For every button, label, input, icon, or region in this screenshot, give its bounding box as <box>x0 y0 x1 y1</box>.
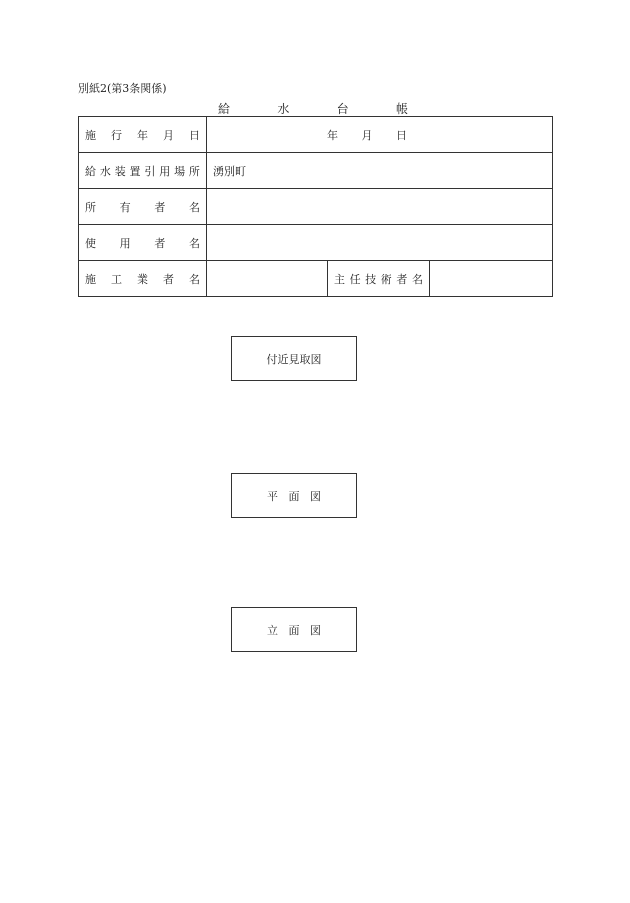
construction-date-label <box>79 117 207 153</box>
day-suffix: 日 <box>396 128 407 142</box>
plan-drawing-box <box>231 473 357 518</box>
label-char: 施 <box>85 272 96 286</box>
label-char: 者 <box>396 272 408 286</box>
owner-field[interactable] <box>207 189 553 225</box>
label-char: 引 <box>144 164 156 178</box>
plan-char: 面 <box>288 489 300 503</box>
elevation-char: 立 <box>267 623 278 637</box>
label-char: 主 <box>334 272 345 286</box>
label-char: 名 <box>411 272 423 286</box>
label-char: 日 <box>189 128 200 142</box>
elevation-char: 面 <box>288 623 300 637</box>
contractor-label <box>79 261 207 297</box>
label-char: 者 <box>154 236 166 250</box>
label-char: 所 <box>188 164 200 178</box>
label-char: 有 <box>119 200 131 214</box>
label-char: 用 <box>119 236 131 250</box>
label-char: 技 <box>365 272 377 286</box>
table-row-user <box>79 225 553 261</box>
label-char: 任 <box>349 272 361 286</box>
page-title <box>218 100 408 117</box>
label-char: 術 <box>380 272 392 286</box>
label-char: 所 <box>85 200 96 214</box>
label-char: 置 <box>129 164 141 178</box>
label-char: 業 <box>137 272 148 286</box>
label-char: 月 <box>163 128 174 142</box>
plan-char: 図 <box>310 489 321 503</box>
title-char: 水 <box>277 102 290 116</box>
water-supply-ledger-table <box>78 116 553 297</box>
plan-char: 平 <box>267 489 278 503</box>
user-field[interactable] <box>207 225 553 261</box>
label-char: 名 <box>188 236 200 250</box>
user-label <box>79 225 207 261</box>
table-row-owner <box>79 189 553 225</box>
label-char: 名 <box>188 200 200 214</box>
label-char: 施 <box>85 128 96 142</box>
label-char: 者 <box>154 200 166 214</box>
chief-engineer-field[interactable] <box>430 261 553 297</box>
contractor-field[interactable] <box>207 261 328 297</box>
table-row-construction-date <box>79 117 553 153</box>
location-label <box>79 153 207 189</box>
vicinity-map-box <box>231 336 357 381</box>
label-char: 者 <box>163 272 174 286</box>
table-row-location <box>79 153 553 189</box>
label-char: 用 <box>159 164 171 178</box>
chief-engineer-label <box>328 261 430 297</box>
label-char: 給 <box>85 164 96 178</box>
month-suffix: 月 <box>361 128 373 142</box>
year-suffix: 年 <box>327 128 338 142</box>
label-char: 場 <box>174 164 186 178</box>
label-char: 水 <box>99 164 111 178</box>
owner-label <box>79 189 207 225</box>
reference-note: 別紙2(第3条関係) <box>78 82 167 95</box>
location-field[interactable]: 湧別町 <box>207 153 553 189</box>
title-char: 給 <box>218 102 231 116</box>
construction-date-field[interactable] <box>207 117 553 153</box>
label-char: 工 <box>111 272 122 286</box>
elevation-drawing-box <box>231 607 357 652</box>
label-char: 使 <box>85 236 96 250</box>
table-row-contractor <box>79 261 553 297</box>
title-char: 帳 <box>395 102 408 116</box>
label-char: 行 <box>111 128 122 142</box>
vicinity-map-label: 付近見取図 <box>266 352 322 366</box>
elevation-char: 図 <box>310 623 321 637</box>
label-char: 装 <box>114 164 126 178</box>
label-char: 名 <box>189 272 200 286</box>
label-char: 年 <box>137 128 148 142</box>
title-char: 台 <box>336 102 349 116</box>
